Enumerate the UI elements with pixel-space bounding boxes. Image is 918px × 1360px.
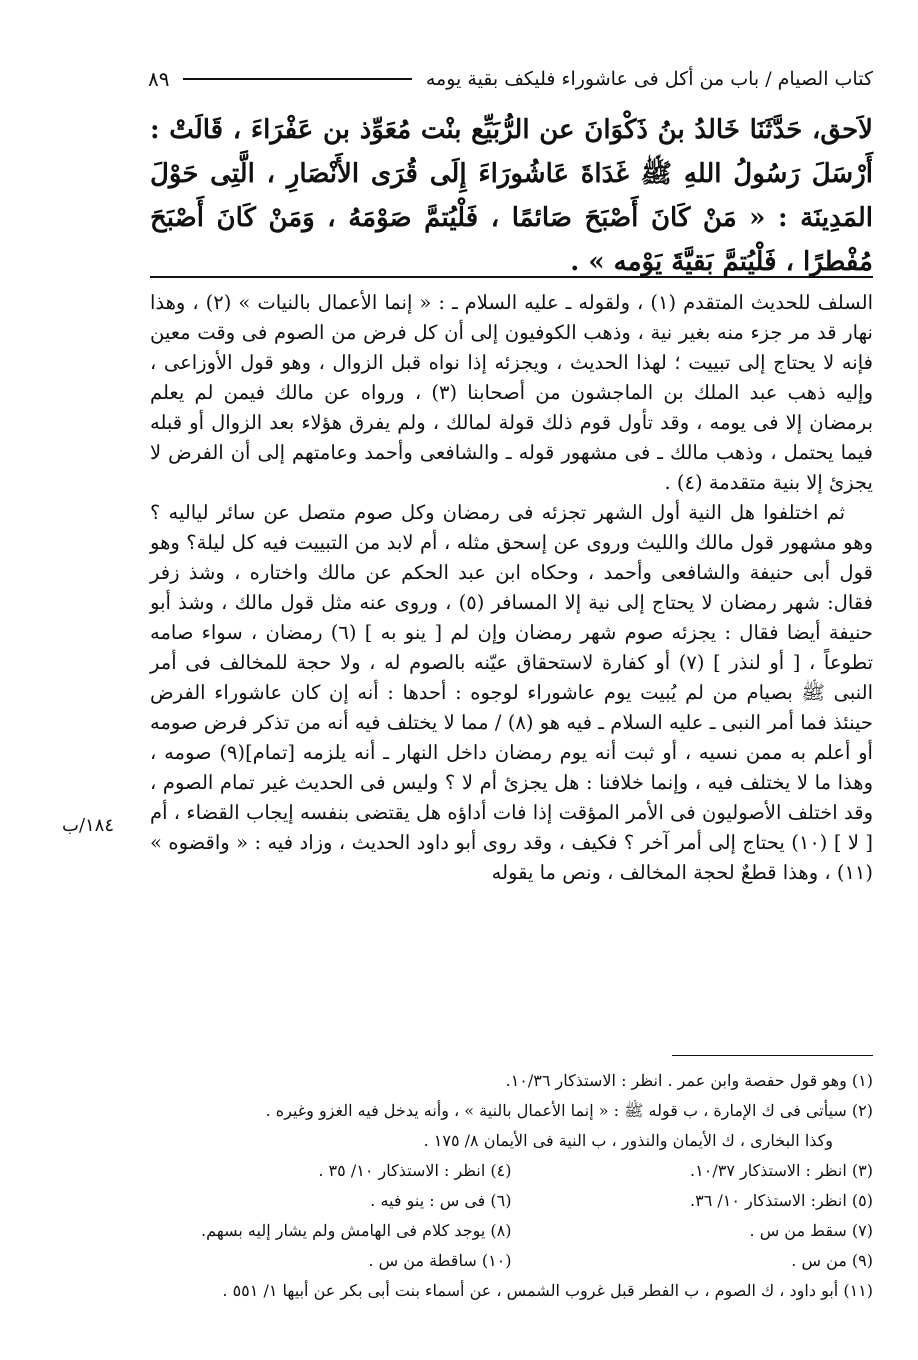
footnote-8: (٨) يوجد كلام فى الهامش ولم يشار إليه بسهم. xyxy=(200,1221,512,1240)
hadith-paragraph: لاَحق، حَدَّثَنَا خَالدُ بنُ ذَكْوَانَ عن الرُّبَيِّع بنْت مُعَوِّذ بن عَفْرَاءَ ، قَالَتْ : أَرْسَلَ رَسُولُ اللهِ ﷺ غَدَاةَ عَاشُورَاءَ إِلَى قُرَى الأَنْصَارِ ، الَّتِى حَوْلَ المَدِينَة : « مَنْ كَانَ أَصْبَحَ صَائمًا ، فَلْيُتمَّ صَوْمَهُ ، وَمَنْ كَانَ أَصْبَحَ مُفْطرًا ، فَلْيُتمَّ بَقيَّةَ يَوْمه » . xyxy=(150,115,873,277)
commentary-text xyxy=(150,288,873,888)
hadith-text xyxy=(150,108,873,284)
footnote-row xyxy=(150,1096,873,1126)
footnote-5: (٥) انظر: الاستذكار ١٠/ ٣٦. xyxy=(690,1191,873,1210)
running-header xyxy=(148,62,873,96)
footnote-4: (٤) انظر : الاستذكار ١٠/ ٣٥ . xyxy=(318,1161,512,1180)
footnote-10: (١٠) ساقطة من س . xyxy=(368,1251,512,1270)
footnote-3: (٣) انظر : الاستذكار ١٠/٣٧. xyxy=(690,1161,873,1180)
running-title: كتاب الصيام / باب من أكل فى عاشوراء فليكف بقية يومه xyxy=(425,68,873,90)
footnote-row xyxy=(150,1186,873,1216)
commentary-paragraph-2: ثم اختلفوا هل النية أول الشهر تجزئه فى رمضان وكل صوم متصل عن سائر لياليه ؟ وهو مشهور قول مالك والليث وروى عن إسحق مثله ، أم لابد من التبييت فيه كل ليلة؟ وهو قول أبى حنيفة والشافعى وأحمد ، وحكاه ابن عبد الحكم عن مالك واختاره ، وشذ زفر فقال: شهر رمضان لا يحتاج إلى نية إلا المسافر (٥) ، وروى عنه مثل قول مالك ، وشذ أبو حنيفة أيضا فقال : يجزئه صوم شهر رمضان وإن لم [ ينو به ] (٦) رمضان ، سواء صامه تطوعاً ، [ أو لنذر ] (٧) أو كفارة لاستحقاق عيّنه بالصوم له ، ولا حجة للمخالف فى أمر النبى ﷺ بصيام من لم يُبيت يوم عاشوراء لوجوه : أحدها : أنه إن كان عاشوراء الفرض حينئذ فما أمر النبى ـ عليه السلام ـ فيه هو (٨) / مما لا يختلف فيه أنه من تذكر فرض صومه أو أعلم به ممن نسيه ، أو ثبت أنه يوم رمضان داخل النهار ـ أنه يلزمه [تمام](٩) صومه ، وهذا ما لا يختلف فيه ، وإنما خلافنا : هل يجزئ أم لا ؟ وليس فى الحديث غير تمام الصوم ، وقد اختلف الأصوليون فى الأمر المؤقت إذا فات أداؤه هل يقتضى بنفسه إيجاب القضاء ، أم [ لا ] (١٠) يحتاج إلى أمر آخر ؟ فكيف ، وقد روى أبو داود الحديث ، وزاد فيه : « واقضوه » (١١) ، وهذا قطعٌ لحجة المخالف ، ونص ما يقوله xyxy=(150,501,873,884)
footnote-2: (٢) سيأتى فى ك الإمارة ، ب قوله ﷺ : « إنما الأعمال بالنية » ، وأنه يدخل فيه الغزو وغيره . xyxy=(265,1101,873,1120)
footnote-row xyxy=(150,1156,873,1186)
footnote-6: (٦) فى س : ينو فيه . xyxy=(370,1191,512,1210)
footnote-row xyxy=(150,1126,873,1156)
footnote-row xyxy=(150,1246,873,1276)
page-number: ٨٩ xyxy=(148,67,170,91)
footnote-divider xyxy=(672,1055,873,1056)
manuscript-folio-marker: ١٨٤/ب xyxy=(62,815,115,836)
footnote-row xyxy=(150,1276,873,1306)
footnote-11: (١١) أبو داود ، ك الصوم ، ب الفطر قبل غروب الشمس ، عن أسماء بنت أبى بكر عن أبيها ١/ ٥٥١ . xyxy=(222,1281,873,1300)
footnote-7: (٧) سقط من س . xyxy=(749,1221,873,1240)
footnote-9: (٩) من س . xyxy=(791,1251,873,1270)
footnote-row xyxy=(150,1066,873,1096)
footnote-2-continuation: وكذا البخارى ، ك الأيمان والنذور ، ب النية فى الأيمان ٨/ ١٧٥ . xyxy=(423,1131,833,1150)
footnote-1: (١) وهو قول حفصة وابن عمر . انظر : الاستذكار ١٠/٣٦. xyxy=(505,1071,873,1090)
footnote-row xyxy=(150,1216,873,1246)
commentary-paragraph-1: السلف للحديث المتقدم (١) ، ولقوله ـ عليه السلام ـ : « إنما الأعمال بالنيات » (٢) ، وهذا نهار قد مر جزء منه بغير نية ، وذهب الكوفيون إلى أن كل فرض من الصوم فى وقت معين فإنه لا يحتاج إلى تبييت ؛ لهذا الحديث ، ويجزئه إذا نواه قبل الزوال ، وهو قول الأوزاعى ، وإليه ذهب عبد الملك بن الماجشون من أصحابنا (٣) ، ورواه عن مالك فيمن لم يعلم برمضان إلا فى يومه ، وقد تأول قوم ذلك قولة لمالك ، ولم يفرق هؤلاء بعد الزوال أو قبله فيما يحتمل ، وذهب مالك ـ فى مشهور قوله ـ والشافعى وأحمد وعامتهم إلى أن الفرض لا يجزئ إلا بنية متقدمة (٤) . xyxy=(150,291,873,494)
header-rule xyxy=(183,78,411,80)
footnotes xyxy=(150,1066,873,1306)
section-divider xyxy=(150,276,873,278)
